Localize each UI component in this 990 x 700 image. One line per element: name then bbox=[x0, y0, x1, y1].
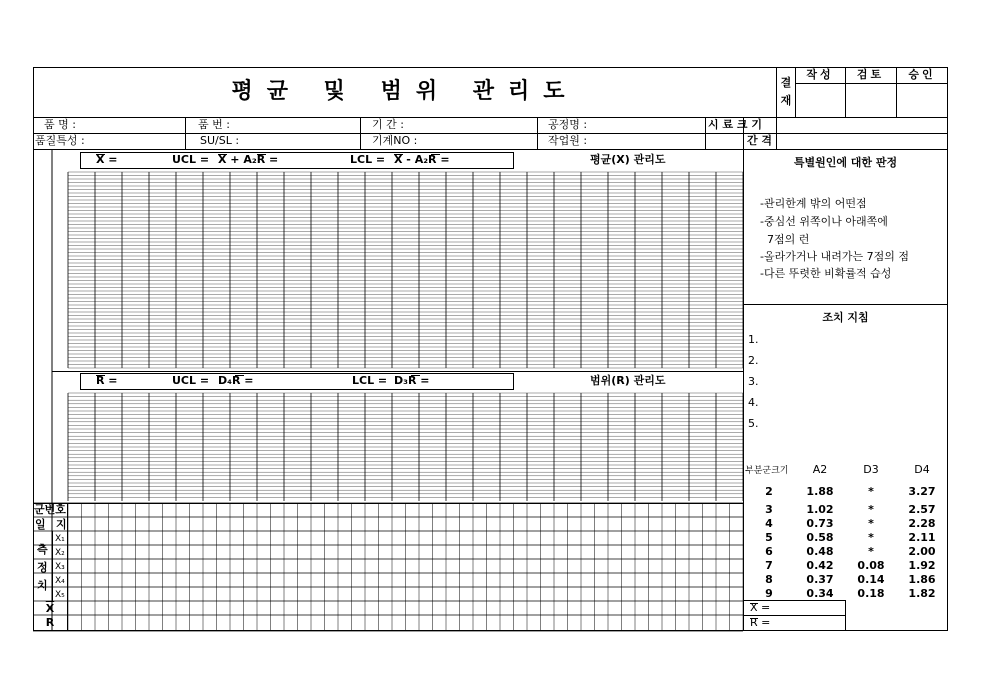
approval-col-write: 작성 bbox=[806, 68, 834, 81]
constants-cell-size: 6 bbox=[765, 545, 773, 558]
r-lcl-label: LCL = bbox=[352, 374, 388, 387]
constants-cell-size: 2 bbox=[765, 485, 773, 498]
row-label-date-2: 지 bbox=[56, 518, 67, 531]
xbar-ucl-label: UCL = bbox=[172, 153, 210, 166]
r-ucl-formula: D₄R = bbox=[218, 374, 254, 387]
constants-cell-d3: * bbox=[868, 531, 874, 544]
constants-cell-a2: 0.37 bbox=[806, 573, 834, 586]
constants-cell-d4: 2.00 bbox=[908, 545, 936, 558]
constants-cell-d3: * bbox=[868, 485, 874, 498]
constants-cell-size: 8 bbox=[765, 573, 773, 586]
row-label-measure-2: 정 bbox=[37, 561, 48, 574]
action-item-1: 1. bbox=[748, 333, 759, 346]
action-item-2: 2. bbox=[748, 354, 759, 367]
constants-cell-d4: 3.27 bbox=[908, 485, 936, 498]
constants-cell-d3: * bbox=[868, 503, 874, 516]
constants-header-d4: D4 bbox=[914, 463, 930, 476]
field-worker: 작업원 : bbox=[548, 134, 588, 147]
field-quality-char: 품질특성 : bbox=[35, 134, 85, 147]
judgement-item-4: -올라가거나 내려가는 7점의 점 bbox=[760, 250, 909, 263]
constants-cell-size: 9 bbox=[765, 587, 773, 600]
field-period: 기 간 : bbox=[372, 118, 404, 131]
r-lcl-formula: D₃R = bbox=[394, 374, 430, 387]
row-label-group-no: 군번호 bbox=[34, 503, 66, 516]
field-product-name: 품 명 : bbox=[44, 118, 76, 131]
row-label-measure-1: 측 bbox=[37, 543, 48, 556]
summary-xbar: X = bbox=[750, 601, 771, 614]
row-label-x2: X₂ bbox=[55, 548, 65, 558]
action-item-5: 5. bbox=[748, 417, 759, 430]
xbar-ucl-formula: X + A₂R = bbox=[218, 153, 279, 166]
constants-cell-d4: 2.28 bbox=[908, 517, 936, 530]
constants-cell-a2: 0.58 bbox=[806, 531, 834, 544]
field-process-name: 공정명 : bbox=[548, 118, 588, 131]
approval-label-bottom: 재 bbox=[780, 94, 792, 107]
constants-cell-a2: 0.42 bbox=[806, 559, 834, 572]
field-product-no: 품 번 : bbox=[198, 118, 230, 131]
r-ucl-label: UCL = bbox=[172, 374, 210, 387]
action-title: 조치 지침 bbox=[822, 311, 869, 324]
row-label-r: R bbox=[45, 616, 55, 629]
field-su-sl: SU/SL : bbox=[200, 134, 240, 147]
constants-cell-d4: 1.82 bbox=[908, 587, 936, 600]
constants-header-size: 부분군크기 bbox=[745, 466, 789, 476]
field-sample-size: 시 료 크 기 bbox=[708, 118, 762, 131]
constants-cell-d3: 0.18 bbox=[857, 587, 885, 600]
judgement-title: 특별원인에 대한 판정 bbox=[793, 156, 898, 169]
judgement-item-2: -중심선 위쪽이나 아래쪽에 bbox=[760, 215, 888, 228]
constants-cell-a2: 0.34 bbox=[806, 587, 834, 600]
action-item-4: 4. bbox=[748, 396, 759, 409]
field-interval: 간 격 bbox=[746, 134, 773, 147]
judgement-item-3: 7점의 런 bbox=[760, 233, 810, 246]
row-label-measure-3: 치 bbox=[37, 579, 48, 592]
field-machine-no: 기계NO : bbox=[372, 134, 418, 147]
constants-cell-a2: 0.48 bbox=[806, 545, 834, 558]
approval-col-review: 검토 bbox=[856, 68, 885, 81]
summary-rbar: R = bbox=[750, 616, 771, 629]
action-item-3: 3. bbox=[748, 375, 759, 388]
constants-cell-size: 7 bbox=[765, 559, 773, 572]
constants-cell-d4: 2.11 bbox=[908, 531, 936, 544]
constants-cell-a2: 1.88 bbox=[806, 485, 834, 498]
constants-cell-d3: * bbox=[868, 545, 874, 558]
r-chart-title: 범위(R) 관리도 bbox=[590, 374, 666, 387]
row-label-x4: X₄ bbox=[55, 576, 65, 586]
page-title: 평균 및 범위 관리도 bbox=[231, 79, 579, 104]
constants-cell-size: 5 bbox=[765, 531, 773, 544]
constants-cell-d4: 1.86 bbox=[908, 573, 936, 586]
constants-cell-d3: * bbox=[868, 517, 874, 530]
approval-col-approve: 승인 bbox=[908, 68, 936, 81]
constants-cell-d4: 1.92 bbox=[908, 559, 936, 572]
constants-header-a2: A2 bbox=[812, 463, 828, 476]
row-label-date-1: 일 bbox=[35, 518, 46, 531]
constants-header-d3: D3 bbox=[863, 463, 879, 476]
constants-cell-d3: 0.14 bbox=[857, 573, 885, 586]
xbar-lcl-formula: X - A₂R = bbox=[394, 153, 450, 166]
row-label-x5: X₅ bbox=[55, 590, 65, 600]
rbar-label: R = bbox=[96, 374, 118, 387]
constants-cell-d3: 0.08 bbox=[857, 559, 885, 572]
judgement-item-1: -관리한계 밖의 어떤점 bbox=[760, 197, 867, 210]
constants-cell-a2: 1.02 bbox=[806, 503, 834, 516]
row-label-x3: X₃ bbox=[55, 562, 65, 572]
xbar-label: X = bbox=[96, 153, 118, 166]
xbar-chart-title: 평균(X) 관리도 bbox=[590, 153, 666, 166]
approval-label-top: 결 bbox=[780, 76, 792, 89]
row-label-xbar: $\overline{X}$ bbox=[45, 602, 55, 615]
constants-cell-size: 4 bbox=[765, 517, 773, 530]
constants-cell-size: 3 bbox=[765, 503, 773, 516]
xbar-lcl-label: LCL = bbox=[350, 153, 386, 166]
constants-cell-a2: 0.73 bbox=[806, 517, 834, 530]
judgement-item-5: -다른 뚜렷한 비확률적 습성 bbox=[760, 267, 892, 280]
constants-cell-d4: 2.57 bbox=[908, 503, 936, 516]
row-label-x1: X₁ bbox=[55, 534, 65, 544]
